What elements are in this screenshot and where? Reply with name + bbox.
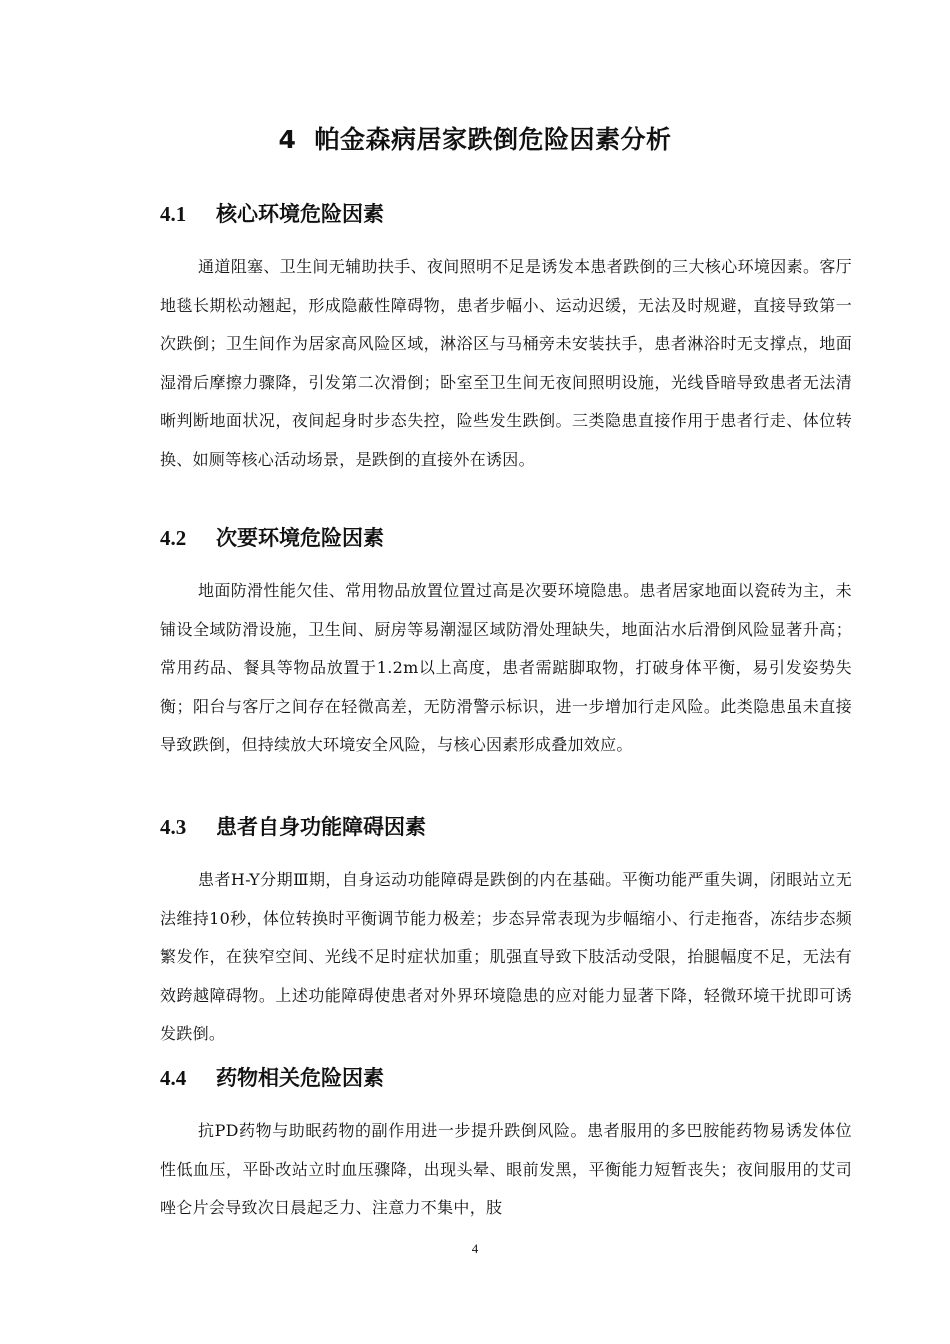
section-paragraph: 患者H-Y分期Ⅲ期，自身运动功能障碍是跌倒的内在基础。平衡功能严重失调，闭眼站立无法维持10秒，体位转换时平衡调节能力极差；步态异常表现为步幅缩小、行走拖沓，冻结步态频繁发作，在狭窄空间、光线不足时症状加重；肌强直导致下肢活动受限，抬腿幅度不足，无法有效跨越障碍物。上述功能障碍使患者对外界环境隐患的应对能力显著下降，轻微环境干扰即可诱发跌倒。 [160,870,852,1043]
section-paragraph: 抗PD药物与助眠药物的副作用进一步提升跌倒风险。患者服用的多巴胺能药物易诱发体位性低血压，平卧改站立时血压骤降，出现头晕、眼前发黑，平衡能力短暂丧失；夜间服用的艾司唑仑片会导致次日晨起乏力、注意力不集中，肢 [160,1121,852,1217]
section-heading [160,198,852,230]
section-paragraph: 地面防滑性能欠佳、常用物品放置位置过高是次要环境隐患。患者居家地面以瓷砖为主，未铺设全域防滑设施，卫生间、厨房等易潮湿区域防滑处理缺失，地面沾水后滑倒风险显著升高；常用药品、餐具等物品放置于1.2m以上高度，患者需踮脚取物，打破身体平衡，易引发姿势失衡；阳台与客厅之间存在轻微高差，无防滑警示标识，进一步增加行走风险。此类隐患虽未直接导致跌倒，但持续放大环境安全风险，与核心因素形成叠加效应。 [160,581,852,754]
section-heading [160,1062,852,1094]
section-4-2 [160,522,852,765]
section-4-3 [160,811,852,1054]
section-title: 核心环境危险因素 [216,202,384,226]
section-number: 4.4 [160,1066,187,1090]
page-number: 4 [471,1241,479,1256]
section-title: 药物相关危险因素 [216,1066,384,1090]
section-4-1 [160,198,852,479]
section-title: 次要环境危险因素 [216,526,384,550]
chapter-title-text: 帕金森病居家跌倒危险因素分析 [314,125,672,154]
section-title: 患者自身功能障碍因素 [216,815,426,839]
section-4-4 [160,1062,852,1228]
section-paragraph: 通道阻塞、卫生间无辅助扶手、夜间照明不足是诱发本患者跌倒的三大核心环境因素。客厅地毯长期松动翘起，形成隐蔽性障碍物，患者步幅小、运动迟缓，无法及时规避，直接导致第一次跌倒；卫生间作为居家高风险区域，淋浴区与马桶旁未安装扶手，患者淋浴时无支撑点，地面湿滑后摩擦力骤降，引发第二次滑倒；卧室至卫生间无夜间照明设施，光线昏暗导致患者无法清晰判断地面状况，夜间起身时步态失控，险些发生跌倒。三类隐患直接作用于患者行走、体位转换、如厕等核心活动场景，是跌倒的直接外在诱因。 [160,257,852,469]
section-heading [160,811,852,843]
section-heading [160,522,852,554]
section-number: 4.2 [160,526,187,550]
chapter-number: 4 [278,125,297,154]
section-number: 4.1 [160,202,187,226]
section-number: 4.3 [160,815,187,839]
chapter-title [0,120,950,160]
